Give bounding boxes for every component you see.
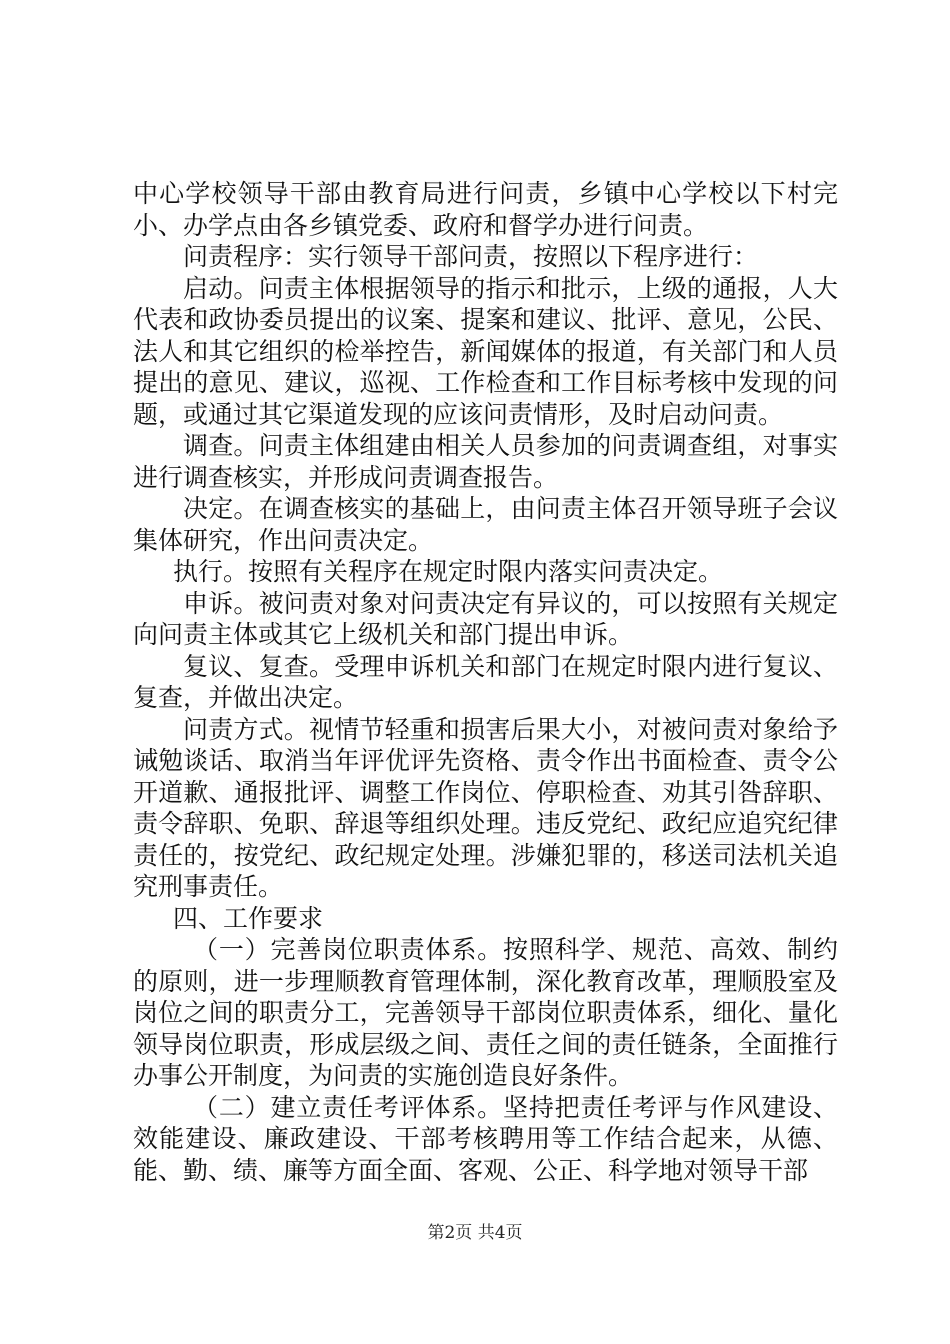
page-number-footer: 第2页 共4页	[427, 1223, 523, 1243]
paragraph-initiation: 启动。问责主体根据领导的指示和批示，上级的通报，人大代表和政协委员提出的议案、提案和建议、批评、意见，公民、法人和其它组织的检举控告，新闻媒体的报道，有关部门和人员提出的意见、建议，巡视、工作检查和工作目标考核中发现的问题，或通过其它渠道发现的应该问责情形，及时启动问责。	[133, 273, 838, 429]
paragraph-procedure-heading: 问责程序：实行领导干部问责，按照以下程序进行：	[183, 242, 759, 271]
paragraph-appeal: 申诉。被问责对象对问责决定有异议的，可以按照有关规定向问责主体或其它上级机关和部门提出申诉。	[133, 588, 838, 649]
paragraph-accountability-methods: 问责方式。视情节轻重和损害后果大小，对被问责对象给予诫勉谈话、取消当年评优评先资格、责令作出书面检查、责令公开道歉、通报批评、调整工作岗位、停职检查、劝其引咎辞职、责令辞职、免职、辞退等组织处理。违反党纪、政纪应追究纪律责任的，按党纪、政纪规定处理。涉嫌犯罪的，移送司法机关追究刑事责任。	[133, 714, 838, 901]
paragraph-decision: 决定。在调查核实的基础上，由问责主体召开领导班子会议集体研究，作出问责决定。	[133, 494, 838, 555]
paragraph-investigation: 调查。问责主体组建由相关人员参加的问责调查组，对事实进行调查核实，并形成问责调查报告。	[133, 431, 838, 492]
paragraph-review: 复议、复查。受理申诉机关和部门在规定时限内进行复议、复查，并做出决定。	[133, 651, 838, 712]
paragraph-accountability-scope: 中心学校领导干部由教育局进行问责，乡镇中心学校以下村完小、办学点由各乡镇党委、政府和督学办进行问责。	[133, 179, 838, 240]
paragraph-requirement-1: （一）完善岗位职责体系。按照科学、规范、高效、制约的原则，进一步理顺教育管理体制，深化教育改革，理顺股室及岗位之间的职责分工，完善领导干部岗位职责体系，细化、量化领导岗位职责，形成层级之间、责任之间的责任链条，全面推行办事公开制度，为问责的实施创造良好条件。	[133, 935, 838, 1090]
document-body	[133, 178, 838, 1186]
paragraph-requirement-2: （二）建立责任考评体系。坚持把责任考评与作风建设、效能建设、廉政建设、干部考核聘用等工作结合起来，从德、能、勤、绩、廉等方面全面、客观、公正、科学地对领导干部	[133, 1092, 838, 1185]
paragraph-execution: 执行。按照有关程序在规定时限内落实问责决定。	[173, 557, 724, 586]
section-heading-work-requirements: 四、工作要求	[173, 903, 324, 933]
